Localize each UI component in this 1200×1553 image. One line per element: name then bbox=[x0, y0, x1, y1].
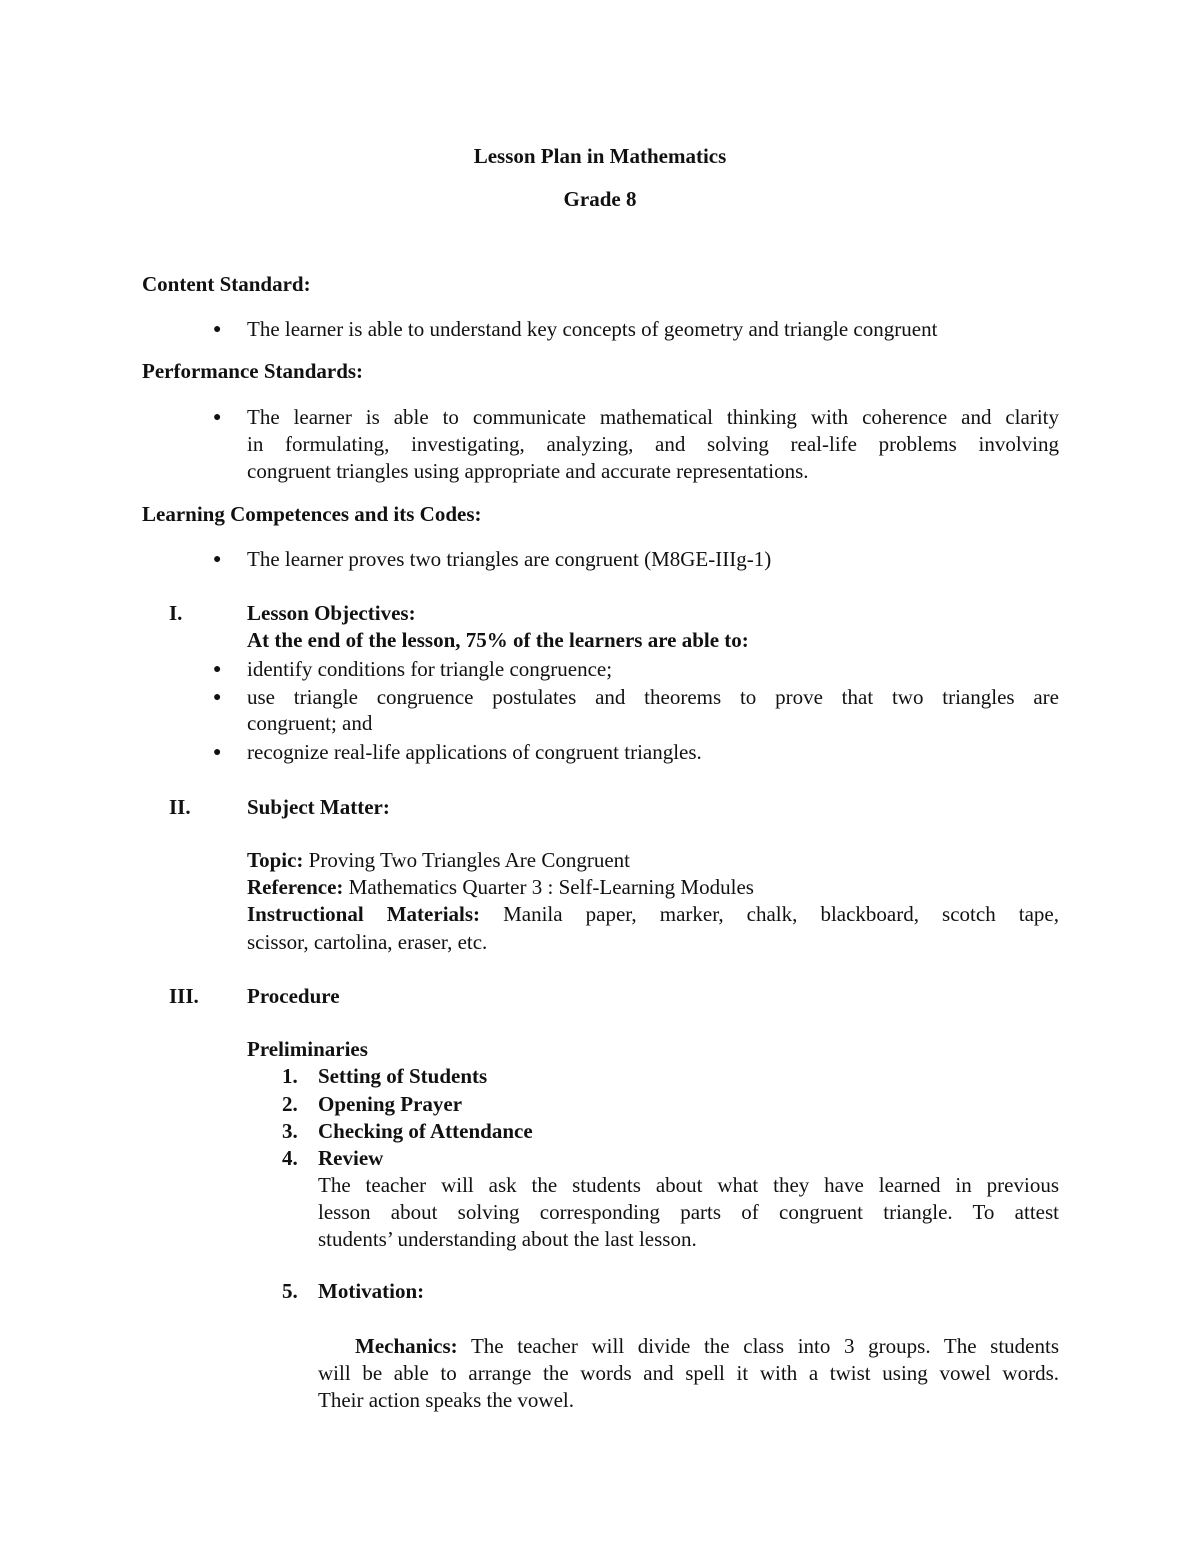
preliminaries-heading: Preliminaries bbox=[247, 1037, 368, 1061]
materials-label: Instructional Materials: bbox=[247, 902, 481, 926]
topic-label: Topic: bbox=[247, 848, 304, 872]
bullet-icon: ● bbox=[213, 662, 222, 677]
performance-line-1: The learner is able to communicate mathematical thinking with coherence and clarity bbox=[247, 405, 1059, 429]
item-motivation: Motivation: bbox=[318, 1279, 425, 1303]
mechanics-line-3: Their action speaks the vowel. bbox=[318, 1388, 574, 1412]
section-numeral-2: II. bbox=[169, 795, 191, 819]
reference-line bbox=[247, 874, 754, 901]
bullet-icon: ● bbox=[213, 410, 222, 425]
objective-2-line-1: use triangle congruence postulates and theorems to prove that two triangles are bbox=[247, 685, 1059, 709]
review-line-3: students’ understanding about the last lesson. bbox=[318, 1227, 697, 1251]
performance-line-3: congruent triangles using appropriate and accurate representations. bbox=[247, 459, 809, 483]
bullet-icon: ● bbox=[213, 552, 222, 567]
item-opening-prayer: Opening Prayer bbox=[318, 1092, 463, 1116]
section-numeral-1: I. bbox=[169, 601, 183, 625]
content-standard-heading: Content Standard: bbox=[142, 272, 311, 296]
objective-3: recognize real-life applications of congruent triangles. bbox=[247, 740, 702, 764]
item-number-5: 5. bbox=[282, 1279, 298, 1303]
mechanics-line-1 bbox=[355, 1333, 1059, 1360]
performance-standards-heading: Performance Standards: bbox=[142, 359, 364, 383]
objective-2-line-2: congruent; and bbox=[247, 711, 373, 735]
materials-line-1 bbox=[247, 901, 1059, 928]
review-line-1: The teacher will ask the students about what they have learned in previous bbox=[318, 1173, 1059, 1197]
reference-label: Reference: bbox=[247, 875, 344, 899]
grade-subtitle: Grade 8 bbox=[563, 187, 637, 211]
learning-competences-bullet: The learner proves two triangles are congruent (M8GE-IIIg-1) bbox=[247, 547, 772, 571]
materials-value: Manila paper, marker, chalk, blackboard, scotch tape, bbox=[503, 902, 1059, 926]
item-number-4: 4. bbox=[282, 1146, 298, 1170]
mechanics-text: The teacher will divide the class into 3 groups. The students bbox=[470, 1334, 1059, 1358]
content-standard-bullet: The learner is able to understand key concepts of geometry and triangle congruent bbox=[247, 317, 938, 341]
lesson-objectives-intro: At the end of the lesson, 75% of the learners are able to: bbox=[247, 628, 749, 652]
section-numeral-3: III. bbox=[169, 984, 199, 1008]
objective-1: identify conditions for triangle congruence; bbox=[247, 657, 613, 681]
item-setting-of-students: Setting of Students bbox=[318, 1064, 488, 1088]
procedure-heading: Procedure bbox=[247, 984, 340, 1008]
item-number-2: 2. bbox=[282, 1092, 298, 1116]
topic-value: Proving Two Triangles Are Congruent bbox=[308, 848, 630, 872]
item-checking-of-attendance: Checking of Attendance bbox=[318, 1119, 533, 1143]
reference-value: Mathematics Quarter 3 : Self-Learning Modules bbox=[348, 875, 754, 899]
lesson-objectives-heading: Lesson Objectives: bbox=[247, 601, 416, 625]
page-title: Lesson Plan in Mathematics bbox=[473, 144, 727, 168]
topic-line bbox=[247, 847, 630, 874]
mechanics-line-2: will be able to arrange the words and spell it with a twist using vowel words. bbox=[318, 1361, 1059, 1385]
item-number-1: 1. bbox=[282, 1064, 298, 1088]
item-number-3: 3. bbox=[282, 1119, 298, 1143]
bullet-icon: ● bbox=[213, 322, 222, 337]
bullet-icon: ● bbox=[213, 745, 222, 760]
mechanics-label: Mechanics: bbox=[355, 1334, 458, 1358]
review-line-2: lesson about solving corresponding parts of congruent triangle. To attest bbox=[318, 1200, 1059, 1224]
materials-line-2: scissor, cartolina, eraser, etc. bbox=[247, 930, 488, 954]
performance-line-2: in formulating, investigating, analyzing, and solving real-life problems involving bbox=[247, 432, 1059, 456]
bullet-icon: ● bbox=[213, 690, 222, 705]
learning-competences-heading: Learning Competences and its Codes: bbox=[142, 502, 482, 526]
subject-matter-heading: Subject Matter: bbox=[247, 795, 390, 819]
item-review: Review bbox=[318, 1146, 384, 1170]
